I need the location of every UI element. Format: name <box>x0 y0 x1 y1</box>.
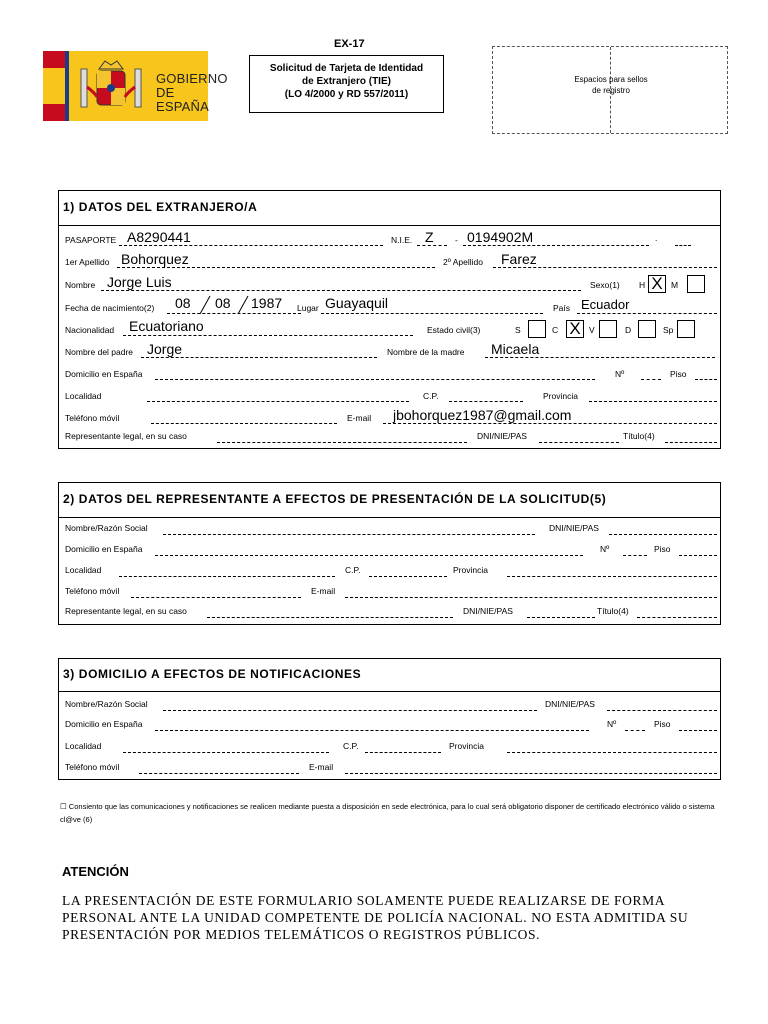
email-label: E-mail <box>347 413 372 423</box>
stamp-text-1: Espacios para sellos <box>574 75 648 84</box>
s2-cp-label: C.P. <box>345 565 361 575</box>
representante-label: Representante legal, en su caso <box>65 431 187 441</box>
pasaporte-label: PASAPORTE <box>65 235 117 245</box>
sexo-m-checkbox[interactable] <box>687 275 705 293</box>
pasaporte-field[interactable]: A8290441 <box>127 229 191 245</box>
cp-label: C.P. <box>423 391 439 401</box>
nie-dot: . <box>655 233 658 243</box>
civil-s-label: S <box>515 325 521 335</box>
section-domicilio-notificaciones <box>58 658 721 780</box>
form-title-line-1: Solicitud de Tarjeta de Identidad <box>269 63 424 74</box>
civil-sp-label: Sp <box>663 325 674 335</box>
email-field[interactable]: jbohorquez1987@gmail.com <box>393 407 572 423</box>
nombre-label: Nombre <box>65 280 96 290</box>
apellido1-field[interactable]: Bohorquez <box>121 251 189 267</box>
civil-c-checkmark: X <box>569 319 581 338</box>
gobierno-logo <box>43 51 228 121</box>
s2-razon-label: Nombre/Razón Social <box>65 523 148 533</box>
s3-email-label: E-mail <box>309 762 334 772</box>
s3-localidad-label: Localidad <box>65 741 102 751</box>
s3-piso-label: Piso <box>654 719 671 729</box>
civil-v-label: V <box>589 325 595 335</box>
fecha-mes-field[interactable]: 08 <box>215 295 231 311</box>
section-representante <box>58 482 721 625</box>
s2-telefono-label: Teléfono móvil <box>65 586 120 596</box>
lugar-field[interactable]: Guayaquil <box>325 295 389 311</box>
s3-numero-label: Nº <box>607 719 617 729</box>
fecha-anio-field[interactable]: 1987 <box>251 295 283 311</box>
civil-sp-checkbox[interactable] <box>677 320 695 338</box>
apellido1-label: 1er Apellido <box>65 257 110 267</box>
padre-label: Nombre del padre <box>65 347 134 357</box>
nacionalidad-label: Nacionalidad <box>65 325 115 335</box>
apellido2-field[interactable]: Farez <box>501 251 537 267</box>
s2-email-label: E-mail <box>311 586 336 596</box>
localidad-label: Localidad <box>65 391 102 401</box>
s3-domicilio-label: Domicilio en España <box>65 719 143 729</box>
section-3-title: 3) DOMICILIO A EFECTOS DE NOTIFICACIONES <box>59 659 720 692</box>
s2-dni2-label: DNI/NIE/PAS <box>463 606 513 616</box>
nie-letter-field[interactable]: Z <box>425 229 434 245</box>
form-title-line-2: de Extranjero (TIE) <box>302 76 391 87</box>
provincia-label: Provincia <box>543 391 578 401</box>
nie-label: N.I.E. <box>391 235 413 245</box>
sexo-label: Sexo(1) <box>590 280 620 290</box>
s3-cp-label: C.P. <box>343 741 359 751</box>
s3-razon-label: Nombre/Razón Social <box>65 699 148 709</box>
sexo-h-checkmark: X <box>651 274 663 293</box>
madre-label: Nombre de la madre <box>387 347 465 357</box>
s3-provincia-label: Provincia <box>449 741 484 751</box>
s2-numero-label: Nº <box>600 544 610 554</box>
civil-c-label: C <box>552 325 559 335</box>
pais-label: País <box>553 303 571 313</box>
civil-v-checkbox[interactable] <box>599 320 617 338</box>
atencion-heading: ATENCIÓN <box>62 864 129 879</box>
nombre-field[interactable]: Jorge Luis <box>107 274 172 290</box>
date-separator-1 <box>199 295 211 315</box>
notice-text: LA PRESENTACIÓN DE ESTE FORMULARIO SOLAMENTE PUEDE REALIZARSE DE FORMA PERSONAL ANTE LA UNIDAD COMPETENTE DE POLICÍA NACIONAL. NO ESTA ADMITIDA SU PRESENTACIÓN POR MEDIOS TELEMÁTICOS O REGISTROS PÚBLICOS. <box>62 893 689 942</box>
s2-domicilio-label: Domicilio en España <box>65 544 143 554</box>
stamp-text-2: de registro <box>592 86 630 95</box>
gov-line-2: DE ESPAÑA <box>156 85 209 114</box>
civil-s-checkbox[interactable] <box>528 320 546 338</box>
s2-representante-label: Representante legal, en su caso <box>65 606 187 616</box>
section-2-title: 2) DATOS DEL REPRESENTANTE A EFECTOS DE PRESENTACIÓN DE LA SOLICITUD(5) <box>59 483 720 518</box>
gov-line-1: GOBIERNO <box>156 71 228 86</box>
date-separator-2 <box>237 295 249 315</box>
section-datos-extranjero <box>58 190 721 449</box>
civil-d-checkbox[interactable] <box>638 320 656 338</box>
padre-field[interactable]: Jorge <box>147 341 183 357</box>
consent-checkbox-text[interactable]: ☐ Consiento que las comunicaciones y notificaciones se realicen mediante puesta a disposición en sede electrónica, para lo cual será obligatorio disponer de certificado electrónico válido o sistema cl@ve (6) <box>60 802 715 824</box>
sexo-h-label: H <box>639 280 646 290</box>
fecha-nacimiento-label: Fecha de nacimiento(2) <box>65 303 155 313</box>
s2-piso-label: Piso <box>654 544 671 554</box>
form-title-box <box>249 55 444 113</box>
numero-label: Nº <box>615 369 625 379</box>
nie-separator: - <box>455 235 458 245</box>
titulo-label: Título(4) <box>623 431 655 441</box>
telefono-label: Teléfono móvil <box>65 413 120 423</box>
s3-dni-label: DNI/NIE/PAS <box>545 699 595 709</box>
apellido2-label: 2º Apellido <box>443 257 483 267</box>
piso-label: Piso <box>670 369 687 379</box>
dni-label: DNI/NIE/PAS <box>477 431 527 441</box>
s2-provincia-label: Provincia <box>453 565 488 575</box>
nie-number-field[interactable]: 0194902M <box>467 229 534 245</box>
s2-dni-label: DNI/NIE/PAS <box>549 523 599 533</box>
stamp-area <box>492 46 728 134</box>
s3-telefono-label: Teléfono móvil <box>65 762 120 772</box>
spain-flag-icon <box>43 51 65 121</box>
section-1-title: 1) DATOS DEL EXTRANJERO/A <box>59 191 720 226</box>
estado-civil-label: Estado civil(3) <box>427 325 481 335</box>
form-title-line-3: (LO 4/2000 y RD 557/2011) <box>284 89 409 100</box>
civil-d-label: D <box>625 325 632 335</box>
madre-field[interactable]: Micaela <box>491 341 540 357</box>
fecha-dia-field[interactable]: 08 <box>175 295 191 311</box>
lugar-label: Lugar <box>297 303 319 313</box>
form-code: EX-17 <box>334 38 365 50</box>
domicilio-label: Domicilio en España <box>65 369 143 379</box>
nacionalidad-field[interactable]: Ecuatoriano <box>129 318 204 334</box>
coat-of-arms-icon <box>75 57 147 115</box>
pais-field[interactable]: Ecuador <box>581 297 630 312</box>
s2-localidad-label: Localidad <box>65 565 102 575</box>
s2-titulo-label: Título(4) <box>597 606 629 616</box>
sexo-m-label: M <box>671 280 679 290</box>
